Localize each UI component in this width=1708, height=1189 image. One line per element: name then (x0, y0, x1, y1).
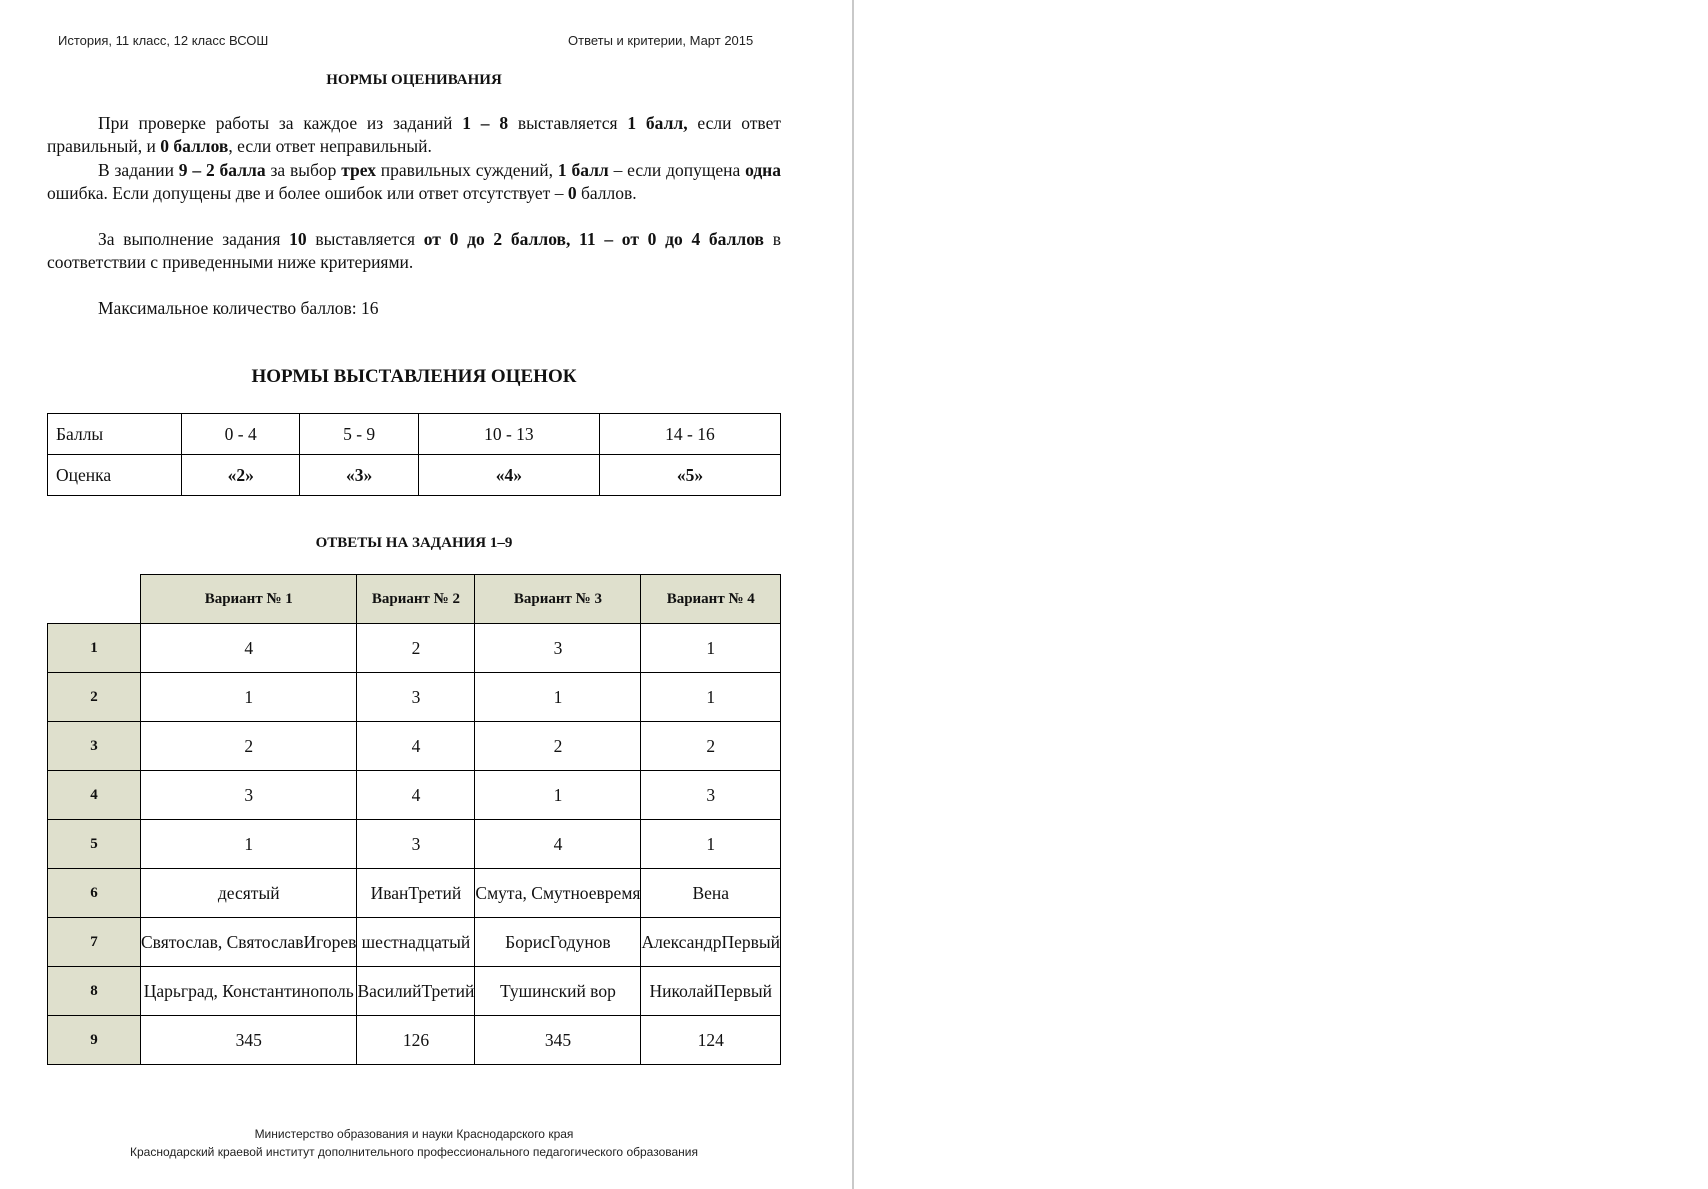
row-number: 8 (48, 967, 141, 1016)
table-cell: 3 (141, 771, 357, 820)
table-cell: 1 (641, 820, 781, 869)
table-cell: 3 (357, 673, 475, 722)
header-right: Ответы и критерии, Март 2015 (568, 33, 754, 48)
paragraph-tasks-1-8: При проверке работы за каждое из заданий 1 – 8 выставляется 1 балл, если ответ правильный, и 0 баллов, если ответ неправильный. (47, 113, 781, 156)
table-cell: «5» (599, 455, 780, 496)
blank-page-area (854, 0, 1708, 1189)
table-cell: 2 (357, 624, 475, 673)
table-row (48, 455, 781, 496)
table-cell: Смута, Смутноевремя (475, 869, 641, 918)
table-cell: 126 (357, 1016, 475, 1065)
column-header: Вариант № 3 (475, 575, 641, 624)
section-title-grading-norms: НОРМЫ ОЦЕНИВАНИЯ (326, 72, 502, 88)
table-row (48, 722, 781, 771)
table-cell: 3 (475, 624, 641, 673)
table-cell: Вена (641, 869, 781, 918)
column-header: Вариант № 1 (141, 575, 357, 624)
table-cell: 1 (641, 673, 781, 722)
column-header: Вариант № 2 (357, 575, 475, 624)
table-cell: ИванТретий (357, 869, 475, 918)
table-cell: 4 (357, 771, 475, 820)
footer-line-institute: Краснодарский краевой институт дополнительного профессионального педагогического образования (129, 1145, 698, 1159)
table-row (48, 624, 781, 673)
table-cell: 2 (475, 722, 641, 771)
table-header-row (48, 575, 781, 624)
footer-line-ministry: Министерство образования и науки Краснодарского края (254, 1127, 574, 1141)
paragraph-tasks-10-11: За выполнение задания 10 выставляется от 0 до 2 баллов, 11 – от 0 до 4 баллов в соответствии с приведенными ниже критериями. (47, 229, 781, 272)
row-number: 5 (48, 820, 141, 869)
table-cell: 2 (641, 722, 781, 771)
table-cell: Баллы (48, 414, 182, 455)
table-cell: 3 (641, 771, 781, 820)
table-row (48, 771, 781, 820)
column-header: Вариант № 4 (641, 575, 781, 624)
table-cell: 124 (641, 1016, 781, 1065)
table-row (48, 414, 781, 455)
table-corner-cell (48, 575, 141, 624)
table-row (48, 869, 781, 918)
table-cell: 4 (357, 722, 475, 771)
table-cell: 1 (641, 624, 781, 673)
table-cell: 1 (141, 820, 357, 869)
paragraph-max-score: Максимальное количество баллов: 16 (98, 298, 379, 318)
table-cell: 4 (475, 820, 641, 869)
table-cell: АлександрПервый (641, 918, 781, 967)
table-row (48, 1016, 781, 1065)
paragraph-task-9: В задании 9 – 2 балла за выбор трех правильных суждений, 1 балл – если допущена одна ошибка. Если допущены две и более ошибок или ответ отсутствует – 0 баллов. (47, 160, 782, 203)
header-left: История, 11 класс, 12 класс ВСОШ (58, 33, 269, 48)
table-cell: Оценка (48, 455, 182, 496)
table-cell: 1 (141, 673, 357, 722)
grades-table (47, 413, 781, 496)
table-row (48, 820, 781, 869)
table-cell: 3 (357, 820, 475, 869)
answers-table (47, 574, 781, 1065)
table-cell: 1 (475, 771, 641, 820)
table-cell: 10 - 13 (418, 414, 599, 455)
document-page (0, 0, 852, 1189)
section-title-grade-norms: НОРМЫ ВЫСТАВЛЕНИЯ ОЦЕНОК (251, 366, 577, 387)
table-cell: «3» (300, 455, 418, 496)
table-cell: НиколайПервый (641, 967, 781, 1016)
table-cell: 0 - 4 (182, 414, 300, 455)
row-number: 9 (48, 1016, 141, 1065)
table-cell: Тушинский вор (475, 967, 641, 1016)
table-cell: Царьград, Константинополь (141, 967, 357, 1016)
table-cell: 5 - 9 (300, 414, 418, 455)
table-row (48, 967, 781, 1016)
table-cell: десятый (141, 869, 357, 918)
table-cell: ВасилийТретий (357, 967, 475, 1016)
table-row (48, 918, 781, 967)
table-cell: 14 - 16 (599, 414, 780, 455)
table-cell: «2» (182, 455, 300, 496)
row-number: 7 (48, 918, 141, 967)
table-cell: 345 (141, 1016, 357, 1065)
row-number: 6 (48, 869, 141, 918)
table-cell: «4» (418, 455, 599, 496)
section-title-answers: ОТВЕТЫ НА ЗАДАНИЯ 1–9 (315, 535, 513, 551)
table-cell: 345 (475, 1016, 641, 1065)
row-number: 1 (48, 624, 141, 673)
table-row (48, 673, 781, 722)
row-number: 3 (48, 722, 141, 771)
row-number: 2 (48, 673, 141, 722)
table-cell: БорисГодунов (475, 918, 641, 967)
table-cell: 1 (475, 673, 641, 722)
table-cell: шестнадцатый (357, 918, 475, 967)
row-number: 4 (48, 771, 141, 820)
table-cell: Святослав, СвятославИгорев (141, 918, 357, 967)
table-cell: 2 (141, 722, 357, 771)
table-cell: 4 (141, 624, 357, 673)
